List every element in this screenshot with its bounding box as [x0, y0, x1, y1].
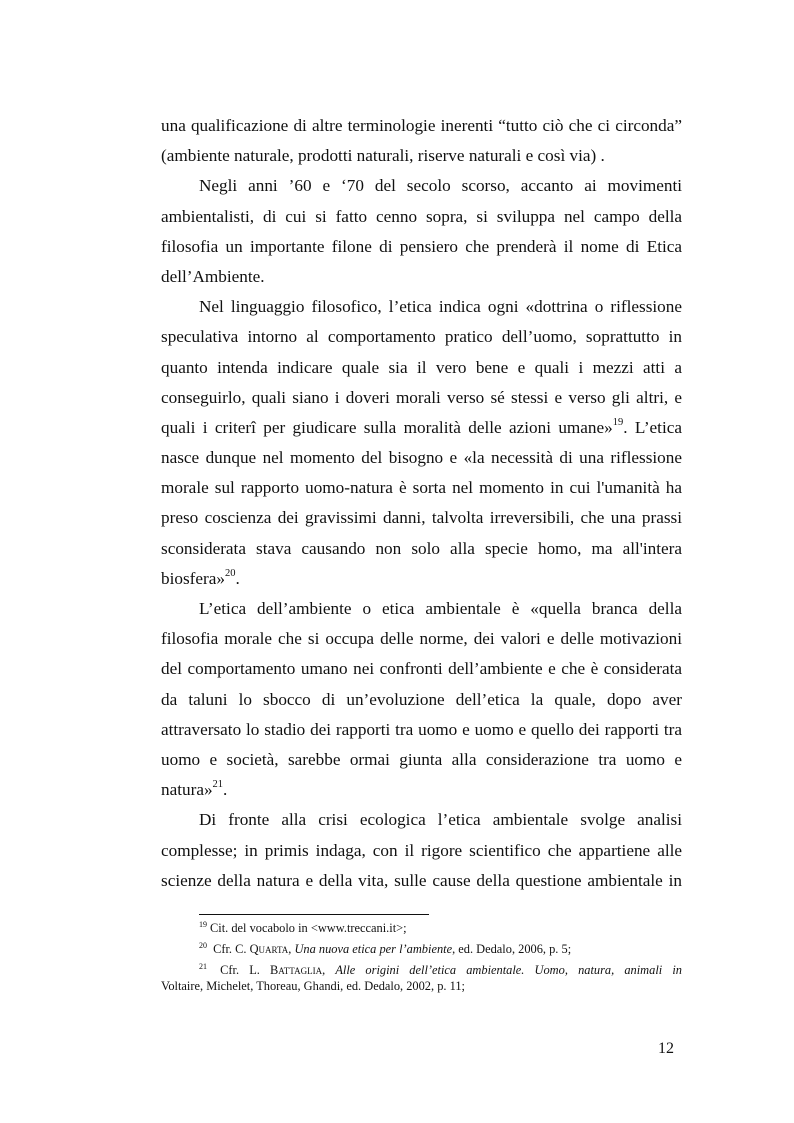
footnote-author: Quarta [249, 942, 289, 956]
footnote-number: 21 [199, 962, 207, 971]
line-text-after: . [235, 568, 240, 588]
line-text: attraversato lo stadio dei rapporti tra uomo e uomo e quello dei rapporti tra [161, 719, 682, 739]
line-text: da taluni lo sbocco di un’evoluzione dell’etica la quale, dopo aver [161, 689, 682, 709]
footnote-text: Cit. del vocabolo in <www.treccani.it>; [210, 921, 407, 935]
line-text: Nel linguaggio filosofico, l’etica indica ogni «dottrina o riflessione [199, 297, 682, 317]
text-line [161, 594, 682, 624]
footnote-prefix: Cfr. L. [210, 963, 271, 977]
line-text: complesse; in primis indaga, con il rigore scientifico che appartiene alle [161, 840, 682, 860]
footnotes [161, 914, 682, 994]
line-text: del comportamento umano nei confronti dell’ambiente e che è considerata [161, 659, 682, 679]
line-text: filosofia un importante filone di pensiero che prenderà il nome di Etica [161, 236, 682, 256]
line-text: (ambiente naturale, prodotti naturali, riserve naturali e così via) . [161, 146, 605, 166]
text-line [161, 383, 682, 413]
text-line [161, 715, 682, 745]
text-line [161, 413, 682, 443]
page-number: 12 [658, 1040, 674, 1057]
text-line [161, 534, 682, 564]
footnote-ref: 21 [212, 779, 224, 791]
text-line [161, 503, 682, 533]
line-text: biosfera» [161, 568, 225, 588]
footnote-20: $^{20}$ Cfr. C. Quarta, Una nuova etica per l’ambiente, ed. Dedalo, 2006, p. 5; [199, 941, 572, 956]
line-text: morale sul rapporto uomo-natura è sorta nel momento in cui l'umanità ha [161, 478, 682, 498]
text-line [161, 141, 682, 171]
text-line [161, 202, 682, 232]
line-text: Di fronte alla crisi ecologica l’etica ambientale svolge analisi [199, 810, 682, 830]
text-line [161, 111, 682, 141]
footnote-title: Alle origini dell’etica ambientale. Uomo, natura, animali in [335, 963, 682, 977]
text-line [161, 232, 682, 262]
footnote-author: Battaglia [270, 963, 323, 977]
line-text: uomo e società, sarebbe ormai giunta alla considerazione tra uomo e [161, 749, 682, 769]
text-line [161, 624, 682, 654]
text-line [161, 866, 682, 896]
text-line [161, 654, 682, 684]
body-text [161, 111, 682, 896]
line-text: sconsiderata stava causando non solo alla specie homo, ma all'intera [161, 538, 682, 558]
footnote-continuation: Voltaire, Michelet, Thoreau, Ghandi, ed. Dedalo, 2002, p. 11; [161, 979, 465, 993]
line-text: nasce dunque nel momento del bisogno e «la necessità di una riflessione [161, 448, 682, 468]
line-text: quali i criterî per giudicare sulla moralità delle azioni umane» [161, 417, 613, 437]
text-line [161, 292, 682, 322]
line-text: scienze della natura e della vita, sulle cause della questione ambientale in [161, 870, 682, 890]
footnote-ref: 19 [612, 416, 624, 428]
footnote-19 [161, 920, 682, 936]
line-text: speculativa intorno al comportamento pratico dell’uomo, soprattutto in [161, 327, 682, 347]
line-text: Negli anni ’60 e ‘70 del secolo scorso, accanto ai movimenti [199, 176, 682, 196]
text-line [161, 473, 682, 503]
text-line [161, 745, 682, 775]
line-text-after: . L’etica [623, 417, 682, 437]
footnote-rest: , ed. Dedalo, 2006, p. 5; [452, 942, 572, 956]
line-text: natura» [161, 780, 213, 800]
footnote-number: 19 [199, 920, 207, 929]
footnote-ref: 20 [224, 567, 236, 579]
text-line [161, 443, 682, 473]
text-line [161, 836, 682, 866]
text-line [161, 564, 682, 594]
text-line [161, 805, 682, 835]
line-text-after: . [223, 780, 228, 800]
text-line [161, 685, 682, 715]
line-text: L’etica dell’ambiente o etica ambientale è «quella branca della [199, 599, 682, 618]
line-text: filosofia morale che si occupa delle norme, dei valori e delle motivazioni [161, 629, 682, 649]
text-line [161, 775, 682, 805]
footnote-number: 20 [199, 941, 207, 950]
text-line [161, 322, 682, 352]
line-text: preso coscienza dei gravissimi danni, talvolta irreversibili, che una prassi [161, 508, 682, 528]
footnote-rule [199, 914, 429, 915]
line-text: quanto intenda indicare quale sia il vero bene e quali i mezzi atti a [161, 357, 682, 377]
text-line [161, 171, 682, 201]
footnote-prefix: Cfr. C. [210, 942, 250, 956]
footnote-title: Una nuova etica per l’ambiente [294, 942, 453, 956]
text-line [161, 353, 682, 383]
line-text: una qualificazione di altre terminologie inerenti “tutto ciò che ci circonda” [161, 116, 682, 135]
text-line [161, 262, 682, 292]
line-text: dell’Ambiente. [161, 266, 265, 286]
line-text: ambientalisti, di cui si fatto cenno sopra, si sviluppa nel campo della [161, 206, 682, 226]
line-text: conseguirlo, quali siano i doveri morali verso sé stessi e verso gli altri, e [161, 387, 682, 407]
footnote-21: $^{21}$ Cfr. L. Battaglia, Alle origini dell’etica ambientale. Uomo, natura, animali in Voltaire, Michelet, Thoreau, Ghandi, ed. Dedalo, 2002, p. 11; [161, 962, 682, 993]
